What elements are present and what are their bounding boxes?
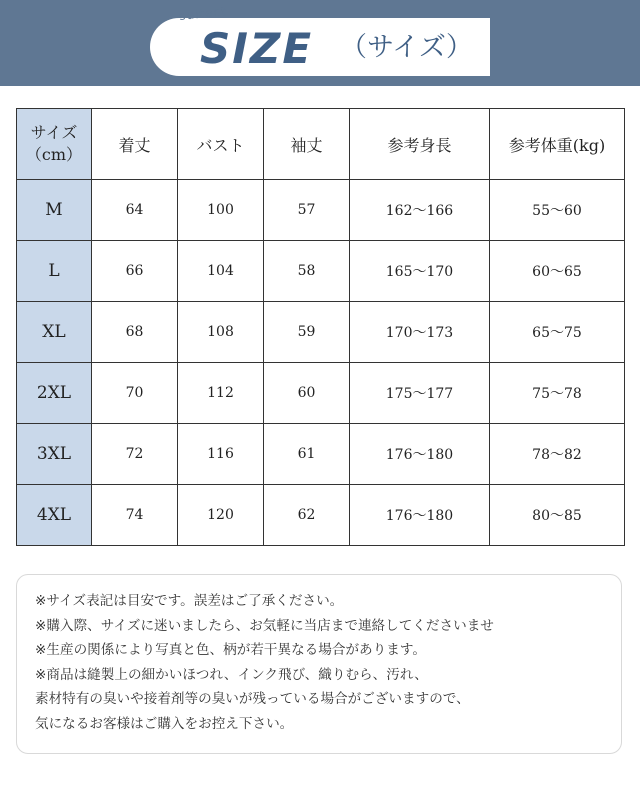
banner-title: SIZE (200, 24, 314, 73)
table-cell: 57 (264, 180, 350, 241)
table-row (17, 424, 625, 485)
table-cell: 120 (178, 485, 264, 546)
table-cell: 60 (264, 363, 350, 424)
note-line: ※購入際、サイズに迷いましたら、お気軽に当店まで連絡してくださいませ (35, 617, 494, 634)
note-line: 気になるお客様はご購入をお控え下さい。 (35, 715, 294, 732)
table-row (17, 180, 625, 241)
size-table (16, 108, 625, 546)
column-header: 参考体重(kg) (490, 109, 625, 180)
row-size-label: 4XL (17, 485, 92, 546)
table-cell: 58 (264, 241, 350, 302)
note-line: ※生産の関係により写真と色、柄が若干異なる場合があります。 (35, 642, 426, 658)
note-line: ※サイズ表記は目安です。誤差はご了承ください。 (35, 593, 344, 609)
table-row (17, 241, 625, 302)
table-row (17, 363, 625, 424)
note-line: ※商品は縫製上の細かいほつれ、インク飛び、織りむら、汚れ、 (35, 666, 428, 683)
table-cell: 176～180 (350, 424, 490, 485)
notes-box (16, 574, 622, 754)
column-header: 袖丈 (264, 109, 350, 180)
table-cell: 70 (92, 363, 178, 424)
column-header: 参考身長 (350, 109, 490, 180)
table-cell: 176～180 (350, 485, 490, 546)
row-size-label: L (17, 241, 92, 302)
table-header-row (17, 109, 625, 180)
table-cell: 72 (92, 424, 178, 485)
table-cell: 75～78 (490, 363, 625, 424)
table-cell: 61 (264, 424, 350, 485)
table-cell: 65～75 (490, 302, 625, 363)
row-size-label: M (17, 180, 92, 241)
table-cell: 100 (178, 180, 264, 241)
table-cell: 112 (178, 363, 264, 424)
column-header: 着丈 (92, 109, 178, 180)
table-cell: 59 (264, 302, 350, 363)
corner-label: サイズ (30, 123, 78, 143)
table-cell: 60～65 (490, 241, 625, 302)
column-header: バスト (178, 109, 264, 180)
table-cell: 80～85 (490, 485, 625, 546)
row-size-label: 3XL (17, 424, 92, 485)
table-cell: 104 (178, 241, 264, 302)
row-size-label: 2XL (17, 363, 92, 424)
table-cell: 62 (264, 485, 350, 546)
table-cell: 165～170 (350, 241, 490, 302)
size-corner-header (17, 109, 92, 180)
row-size-label: XL (17, 302, 92, 363)
table-cell: 68 (92, 302, 178, 363)
table-cell: 170～173 (350, 302, 490, 363)
table-cell: 55～60 (490, 180, 625, 241)
table-cell: 66 (92, 241, 178, 302)
corner-unit: （cm） (25, 145, 83, 164)
table-cell: 64 (92, 180, 178, 241)
table-cell: 78～82 (490, 424, 625, 485)
table-cell: 175～177 (350, 363, 490, 424)
table-cell: 108 (178, 302, 264, 363)
header-band (0, 0, 640, 86)
table-cell: 74 (92, 485, 178, 546)
banner-subtitle: （サイズ） (340, 32, 473, 63)
banner-small-text: suitect (178, 4, 228, 24)
table-row (17, 302, 625, 363)
table-cell: 116 (178, 424, 264, 485)
table-cell: 162～166 (350, 180, 490, 241)
table-row (17, 485, 625, 546)
note-line: 素材特有の臭いや接着剤等の臭いが残っている場合がございますので、 (35, 691, 470, 707)
